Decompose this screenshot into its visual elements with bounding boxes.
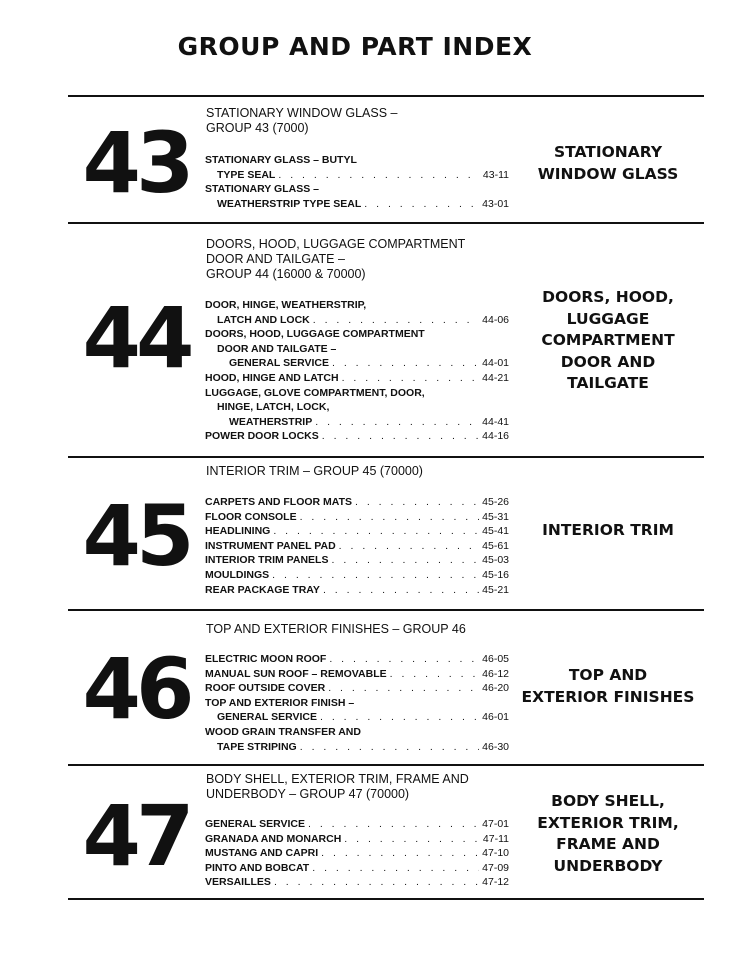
index-entry (205, 875, 509, 890)
group-side-title (512, 287, 704, 395)
dot-leader (274, 875, 479, 890)
side-title-line: INTERIOR TRIM (542, 521, 674, 539)
dot-leader (272, 568, 479, 583)
dot-leader (308, 817, 479, 832)
side-title-line: DOORS, HOOD, (542, 288, 674, 306)
entry-text: MUSTANG AND CAPRI (205, 847, 319, 860)
entry-line (205, 568, 509, 583)
entry-text: WEATHERSTRIP (229, 415, 313, 428)
entry-text: DOOR AND TAILGATE – (217, 342, 337, 355)
entry-line (205, 667, 509, 682)
index-entry (205, 846, 509, 861)
entry-text: GENERAL SERVICE (205, 818, 305, 830)
dot-leader (300, 740, 479, 755)
group-side-title (512, 520, 704, 542)
dot-leader (322, 429, 479, 444)
group-number: 45 (82, 487, 190, 585)
side-title-line: STATIONARY (553, 143, 663, 161)
entry-line (205, 429, 509, 444)
index-entries (205, 153, 509, 211)
dot-leader (329, 652, 479, 667)
group-section-45 (68, 458, 704, 609)
page-number: 47-11 (482, 832, 509, 845)
entry-text: INTERIOR TRIM PANELS (205, 554, 329, 567)
group-section-44 (68, 224, 704, 456)
index-entry (205, 568, 509, 583)
group-heading (206, 772, 506, 802)
entry-text: DOOR, HINGE, WEATHERSTRIP, (205, 299, 367, 311)
dot-leader (321, 846, 479, 861)
entry-line (205, 681, 509, 696)
group-side-title (512, 665, 704, 708)
dot-leader (342, 371, 480, 386)
index-entry (205, 182, 509, 211)
entry-line (205, 832, 509, 847)
index-entry (205, 696, 509, 725)
entry-text: GENERAL SERVICE (217, 711, 317, 724)
entry-line (205, 539, 509, 554)
page-number: 45-26 (482, 496, 509, 508)
index-entry (205, 725, 509, 754)
entry-line (205, 583, 509, 598)
dot-leader (390, 667, 480, 682)
group-heading-line: TOP AND EXTERIOR FINISHES – GROUP 46 (206, 622, 466, 636)
page-number: 45-03 (482, 554, 509, 567)
dot-leader (315, 415, 479, 430)
page-number: 45-61 (482, 539, 509, 552)
index-entry (205, 861, 509, 876)
page-number: 43-11 (482, 168, 509, 181)
entry-line (205, 168, 509, 183)
index-entry (205, 583, 509, 598)
entry-text: TOP AND EXTERIOR FINISH – (205, 696, 355, 709)
entry-line (205, 652, 509, 667)
page-number: 44-06 (482, 313, 509, 326)
page-number: 46-20 (482, 682, 509, 695)
page-number: 44-41 (482, 415, 509, 428)
index-entry (205, 386, 509, 430)
entry-line (205, 817, 509, 832)
entry-text: CARPETS AND FLOOR MATS (205, 496, 352, 508)
dot-leader (344, 832, 480, 847)
page-number: 44-16 (482, 430, 509, 443)
group-side-title (512, 142, 704, 185)
index-entry (205, 429, 509, 444)
side-title-line: LUGGAGE (566, 309, 650, 328)
index-entries (205, 298, 509, 444)
page-number: 45-21 (482, 583, 509, 596)
page-number: 47-12 (482, 876, 509, 889)
page-number: 46-05 (482, 653, 509, 665)
page-number: 46-12 (482, 667, 509, 680)
page-number: 47-09 (482, 861, 509, 874)
entry-text: TYPE SEAL (217, 168, 276, 181)
group-heading (206, 106, 506, 136)
entry-line (205, 740, 509, 755)
page-number: 44-21 (482, 371, 509, 384)
group-section-47 (68, 766, 704, 898)
side-title-line: WINDOW GLASS (537, 164, 679, 183)
dot-leader (355, 495, 479, 510)
side-title-line: TOP AND (568, 666, 648, 684)
index-entry (205, 524, 509, 539)
entry-text: MOULDINGS (205, 568, 270, 581)
page-number: 46-30 (482, 740, 509, 753)
entry-text: HINGE, LATCH, LOCK, (217, 401, 330, 414)
entry-line (205, 553, 509, 568)
entry-line (205, 371, 509, 386)
dot-leader (313, 313, 479, 328)
side-title-line: BODY SHELL, (551, 792, 665, 810)
side-title-line: TAILGATE (567, 374, 649, 392)
entry-text: LUGGAGE, GLOVE COMPARTMENT, DOOR, (205, 386, 425, 399)
page-number: 46-01 (482, 711, 509, 724)
index-entry (205, 681, 509, 696)
group-heading-line: UNDERBODY – GROUP 47 (70000) (206, 787, 410, 801)
entry-text: GENERAL SERVICE (229, 357, 329, 370)
entry-line (205, 197, 509, 212)
page-number: 47-01 (482, 818, 509, 830)
dot-leader (312, 861, 479, 876)
entry-text: PINTO AND BOBCAT (205, 861, 310, 874)
dot-leader (300, 510, 480, 525)
page-number: 44-01 (482, 357, 509, 370)
entry-line (205, 875, 509, 890)
dot-leader (339, 539, 479, 554)
group-heading-line: BODY SHELL, EXTERIOR TRIM, FRAME AND (206, 772, 469, 786)
side-title-line: FRAME AND (556, 835, 660, 853)
side-title-line: EXTERIOR FINISHES (521, 687, 695, 706)
entry-text: HOOD, HINGE AND LATCH (205, 371, 339, 384)
group-number: 44 (82, 289, 190, 387)
dot-leader (331, 553, 479, 568)
group-heading-line: GROUP 44 (16000 & 70000) (206, 267, 366, 281)
page-number: 47-10 (482, 847, 509, 860)
entry-text: WEATHERSTRIP TYPE SEAL (217, 197, 362, 210)
entry-text: HEADLINING (205, 525, 271, 538)
group-heading (206, 237, 506, 282)
entry-text: ELECTRIC MOON ROOF (205, 653, 327, 665)
entry-text: LATCH AND LOCK (217, 313, 310, 326)
entry-line (205, 356, 509, 371)
entry-line (205, 846, 509, 861)
group-heading (206, 464, 506, 479)
group-section-43 (68, 97, 704, 222)
side-title-line: COMPARTMENT (541, 331, 675, 349)
entry-text: MANUAL SUN ROOF – REMOVABLE (205, 667, 387, 680)
dot-leader (332, 356, 479, 371)
entry-text: STATIONARY GLASS – BUTYL (205, 154, 357, 166)
page-number: 43-01 (482, 197, 509, 210)
entry-line (205, 313, 509, 328)
group-heading-line: DOOR AND TAILGATE – (206, 252, 345, 266)
group-side-title (512, 791, 704, 877)
entry-text: WOOD GRAIN TRANSFER AND (205, 725, 361, 738)
dot-leader (278, 168, 480, 183)
entry-text: POWER DOOR LOCKS (205, 430, 319, 443)
index-entries (205, 817, 509, 890)
group-number: 43 (82, 114, 190, 212)
group-heading-line: STATIONARY WINDOW GLASS – (206, 106, 398, 120)
group-heading-line: INTERIOR TRIM – GROUP 45 (70000) (206, 464, 423, 478)
group-section-46 (68, 611, 704, 764)
dot-leader (328, 681, 479, 696)
index-entry (205, 298, 509, 327)
entry-text: GRANADA AND MONARCH (205, 832, 342, 845)
entry-text: TAPE STRIPING (217, 740, 297, 753)
dot-leader (273, 524, 479, 539)
group-number: 46 (82, 640, 190, 738)
group-heading-line: DOORS, HOOD, LUGGAGE COMPARTMENT (206, 237, 466, 251)
section-divider (68, 898, 704, 900)
entry-text: INSTRUMENT PANEL PAD (205, 539, 336, 552)
dot-leader (320, 710, 479, 725)
entry-line (205, 710, 509, 725)
dot-leader (364, 197, 479, 212)
page-number: 45-16 (482, 568, 509, 581)
group-heading (206, 622, 506, 637)
dot-leader (323, 583, 479, 598)
side-title-line: UNDERBODY (553, 856, 663, 875)
side-title-line: EXTERIOR TRIM, (537, 813, 679, 832)
entry-line (205, 510, 509, 525)
index-entry (205, 817, 509, 832)
index-entry (205, 327, 509, 371)
entry-text: ROOF OUTSIDE COVER (205, 682, 326, 695)
index-entry (205, 652, 509, 667)
entry-text: DOORS, HOOD, LUGGAGE COMPARTMENT (205, 328, 425, 341)
index-entry (205, 539, 509, 554)
index-entry (205, 371, 509, 386)
group-heading-line: GROUP 43 (7000) (206, 121, 309, 135)
entry-text: STATIONARY GLASS – (205, 183, 319, 196)
entry-text: FLOOR CONSOLE (205, 510, 297, 523)
page-title: GROUP AND PART INDEX (177, 32, 533, 61)
page-number: 45-31 (482, 510, 509, 523)
entry-line (205, 861, 509, 876)
index-entry (205, 667, 509, 682)
entry-text: REAR PACKAGE TRAY (205, 583, 320, 596)
index-entries (205, 495, 509, 597)
index-entries (205, 652, 509, 754)
entry-line (205, 524, 509, 539)
page-number: 45-41 (482, 525, 509, 538)
index-entry (205, 510, 509, 525)
entry-line (205, 415, 509, 430)
index-entry (205, 832, 509, 847)
side-title-line: DOOR AND (560, 352, 656, 371)
index-entry (205, 153, 509, 182)
index-entry (205, 495, 509, 510)
index-entry (205, 553, 509, 568)
entry-text: VERSAILLES (205, 876, 271, 889)
entry-line (205, 495, 509, 510)
group-number: 47 (82, 787, 190, 885)
